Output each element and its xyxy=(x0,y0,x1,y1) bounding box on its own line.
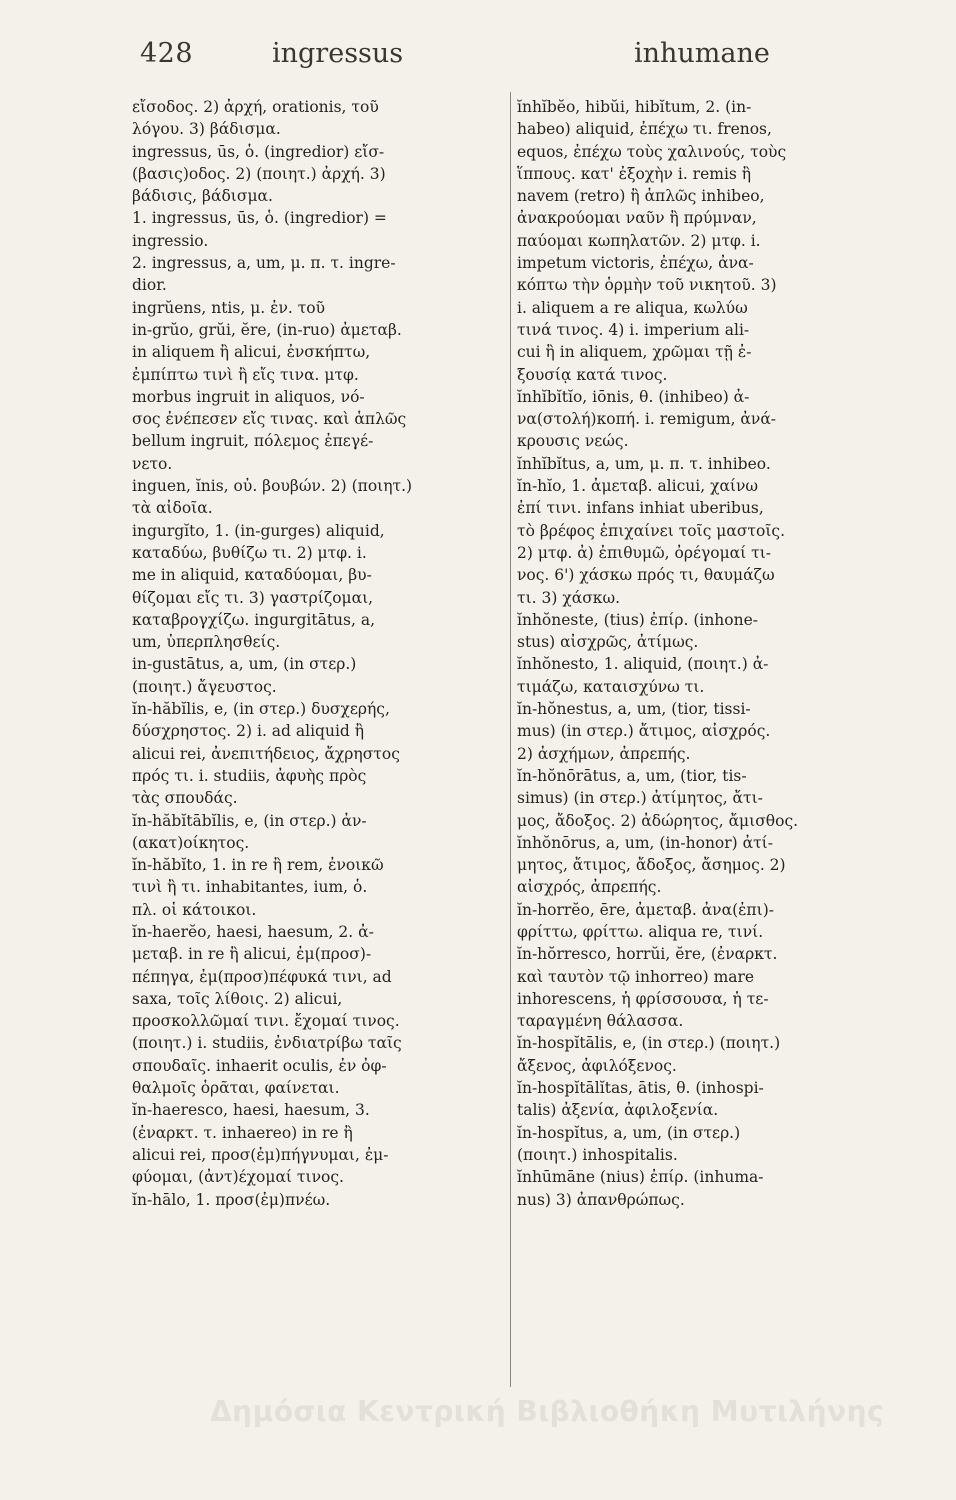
dictionary-line: ĭn-hăbĭlis, e, (in στερ.) δυσχερής, xyxy=(132,700,390,719)
dictionary-line: stus) αἰσχρῶς, ἀτίμως. xyxy=(517,633,699,652)
dictionary-line: ἐπί τινι. infans inhiat uberibus, xyxy=(517,499,764,518)
dictionary-line: ĭnhūmāne (nius) ἐπίρ. (inhuma- xyxy=(517,1168,764,1187)
dictionary-line: πρός τι. i. studiis, ἀφυὴς πρὸς xyxy=(132,766,367,785)
dictionary-line: inguen, ĭnis, οὐ. βουβών. 2) (ποιητ.) xyxy=(132,477,413,496)
dictionary-line: μεταβ. in re ἢ alicui, ἐμ(προσ)- xyxy=(132,945,372,964)
dictionary-line: τὸ βρέφος ἐπιχαίνει τοῖς μαστοῖς. xyxy=(517,521,786,540)
dictionary-line: in aliquem ἢ alicui, ἐνσκήπτω, xyxy=(132,343,371,362)
dictionary-line: ĭn-hŏrresco, horrŭi, ĕre, (ἐναρκτ. xyxy=(517,945,778,964)
dictionary-line: ĭn-hŏnōrātus, a, um, (tior, tis- xyxy=(517,766,747,785)
dictionary-line: μος, ἄδοξος. 2) ἀδώρητος, ἄμισθος. xyxy=(517,811,799,830)
dictionary-line: πέπηγα, ἐμ(προσ)πέφυκά τινι, ad xyxy=(132,967,392,986)
dictionary-line: θαλμοῖς ὁρᾶται, φαίνεται. xyxy=(132,1079,340,1098)
dictionary-line: (ποιητ.) inhospitalis. xyxy=(517,1145,678,1164)
dictionary-line: um, ὑπερπλησθείς. xyxy=(132,633,281,652)
dictionary-line: δύσχρηστος. 2) i. ad aliquid ἢ xyxy=(132,722,365,741)
dictionary-line: καὶ ταυτὸν τῷ inhorreo) mare xyxy=(517,967,755,986)
dictionary-line: in-gustātus, a, um, (in στερ.) xyxy=(132,655,357,674)
dictionary-line: i. aliquem a re aliqua, κωλύω xyxy=(517,298,748,317)
dictionary-line: nus) 3) ἀπανθρώπως. xyxy=(517,1190,685,1209)
dictionary-line: ĭnhŏnōrus, a, um, (in-honor) ἀτί- xyxy=(517,833,773,852)
dictionary-line: ĭn-hālo, 1. προσ(ἐμ)πνέω. xyxy=(132,1190,331,1209)
dictionary-line: ἄξενος, ἀφιλόξενος. xyxy=(517,1056,677,1075)
dictionary-line: morbus ingruit in aliquos, νό- xyxy=(132,387,365,406)
dictionary-line: (ακατ)οίκητος. xyxy=(132,833,250,852)
left-running-head: ingressus xyxy=(272,38,404,69)
dictionary-line: in-grŭo, grŭi, ĕre, (in-ruo) ἀμεταβ. xyxy=(132,320,402,339)
dictionary-line: mus) (in στερ.) ἄτιμος, αἰσχρός. xyxy=(517,722,771,741)
dictionary-line: dior. xyxy=(132,276,167,295)
dictionary-line: ἵππους. κατ' ἐξοχὴν i. remis ἢ xyxy=(517,164,752,183)
dictionary-line: φρίττω, φρίττω. aliqua re, τινί. xyxy=(517,922,764,941)
dictionary-line: ĭnhŏnesto, 1. aliquid, (ποιητ.) ἀ- xyxy=(517,655,769,674)
dictionary-line: (ποιητ.) i. studiis, ἐνδιατρίβω ταῖς xyxy=(132,1034,402,1053)
dictionary-line: ĭn-hospĭtus, a, um, (in στερ.) xyxy=(517,1123,741,1142)
dictionary-line: ĭn-haeresco, haesi, haesum, 3. xyxy=(132,1101,370,1120)
dictionary-line: εἴσοδος. 2) ἀρχή, orationis, τοῦ xyxy=(132,98,379,116)
dictionary-line: simus) (in στερ.) ἀτίμητος, ἄτι- xyxy=(517,789,763,808)
dictionary-line: saxa, τοῖς λίθοις. 2) alicui, xyxy=(132,989,343,1008)
dictionary-line: 2) ἀσχήμων, ἀπρεπής. xyxy=(517,744,691,763)
dictionary-line: 1. ingressus, ūs, ὁ. (ingredior) = xyxy=(132,209,387,228)
dictionary-line: ĭn-hăbĭtābĭlis, e, (in στερ.) ἀν- xyxy=(132,811,367,830)
dictionary-line: προσκολλῶμαί τινι. ἔχομαί τινος. xyxy=(132,1012,400,1031)
dictionary-line: βάδισις, βάδισμα. xyxy=(132,187,273,206)
dictionary-line: θίζομαι εἴς τι. 3) γαστρίζομαι, xyxy=(132,588,374,607)
dictionary-line: equos, ἐπέχω τοὺς χαλινούς, τοὺς xyxy=(517,142,787,161)
dictionary-line: ἀνακρούομαι ναῦν ἢ πρύμναν, xyxy=(517,209,757,228)
dictionary-line: σπουδαῖς. inhaerit oculis, ἐν ὀφ- xyxy=(132,1056,387,1075)
dictionary-line: 2) μτφ. ἀ) ἐπιθυμῶ, ὀρέγομαί τι- xyxy=(517,543,772,562)
dictionary-line: ĭn-hŏnestus, a, um, (tior, tissi- xyxy=(517,700,751,719)
dictionary-line: ĭn-haerĕo, haesi, haesum, 2. ἀ- xyxy=(132,922,374,941)
dictionary-line: ĭn-hăbĭto, 1. in re ἢ rem, ἐνοικῶ xyxy=(132,856,384,875)
dictionary-line: ĭnhĭbĭtus, a, um, μ. π. τ. inhibeo. xyxy=(517,454,771,473)
library-watermark: Δημόσια Κεντρική Βιβλιοθήκη Μυτιλήνης xyxy=(210,1395,885,1428)
dictionary-line: λόγου. 3) βάδισμα. xyxy=(132,120,281,139)
dictionary-line: νετο. xyxy=(132,454,173,473)
right-column xyxy=(517,96,903,1211)
dictionary-line: impetum victoris, ἐπέχω, ἀνα- xyxy=(517,254,754,273)
page-number: 428 xyxy=(140,38,194,69)
dictionary-line: ξουσίᾳ κατά τινος. xyxy=(517,365,668,384)
dictionary-line: bellum ingruit, πόλεμος ἐπεγέ- xyxy=(132,432,374,451)
dictionary-line: ταραγμένη θάλασσα. xyxy=(517,1012,684,1031)
dictionary-line: κόπτω τὴν ὁρμὴν τοῦ νικητοῦ. 3) xyxy=(517,276,777,295)
dictionary-line: σος ἐνέπεσεν εἴς τινας. καὶ ἁπλῶς xyxy=(132,410,407,429)
dictionary-line: (ἐναρκτ. τ. inhaereo) in re ἢ xyxy=(132,1123,353,1142)
dictionary-line: (ποιητ.) ἄγευστος. xyxy=(132,677,277,696)
dictionary-line: cui ἢ in aliquem, χρῶμαι τῇ ἐ- xyxy=(517,343,752,362)
dictionary-line: navem (retro) ἢ ἁπλῶς inhibeo, xyxy=(517,187,765,206)
dictionary-line: talis) ἀξενία, ἀφιλοξενία. xyxy=(517,1101,719,1120)
dictionary-line: καταβρογχίζω. ingurgitātus, a, xyxy=(132,610,376,629)
dictionary-line: παύομαι κωπηλατῶν. 2) μτφ. i. xyxy=(517,231,761,250)
dictionary-line: τιμάζω, καταισχύνω τι. xyxy=(517,677,705,696)
dictionary-line: κρουσις νεώς. xyxy=(517,432,629,451)
column-divider xyxy=(510,92,511,1387)
dictionary-line: ĭnhĭbĭtĭo, iōnis, θ. (inhibeo) ἀ- xyxy=(517,387,750,406)
dictionary-line: αἰσχρός, ἀπρεπής. xyxy=(517,878,662,897)
dictionary-line: 2. ingressus, a, um, μ. π. τ. ingre- xyxy=(132,254,396,273)
dictionary-line: ĭn-hospĭtālis, e, (in στερ.) (ποιητ.) xyxy=(517,1034,781,1053)
dictionary-line: τινὶ ἢ τι. inhabitantes, ium, ὁ. xyxy=(132,878,368,897)
dictionary-line: ĭn-hospĭtālĭtas, ātis, θ. (inhospi- xyxy=(517,1079,764,1098)
left-column xyxy=(132,96,498,1211)
dictionary-line: καταδύω, βυθίζω τι. 2) μτφ. i. xyxy=(132,543,367,562)
dictionary-line: πλ. οἱ κάτοικοι. xyxy=(132,900,257,919)
page-header xyxy=(0,38,956,82)
dictionary-line: φύομαι, (ἀντ)έχομαί τινος. xyxy=(132,1168,344,1187)
dictionary-line: τινά τινος. 4) i. imperium ali- xyxy=(517,320,750,339)
dictionary-line: me in aliquid, καταδύομαι, βυ- xyxy=(132,566,372,585)
dictionary-line: alicui rei, ἀνεπιτήδειος, ἄχρηστος xyxy=(132,744,400,763)
dictionary-line: ĭn-horrĕo, ēre, ἀμεταβ. ἀνα(ἐπι)- xyxy=(517,900,774,919)
dictionary-line: inhorescens, ἡ φρίσσουσα, ἡ τε- xyxy=(517,989,769,1008)
dictionary-line: ĭn-hĭo, 1. ἀμεταβ. alicui, χαίνω xyxy=(517,477,759,496)
dictionary-line: (βασις)οδος. 2) (ποιητ.) ἀρχή. 3) xyxy=(132,164,386,183)
dictionary-line: νος. 6') χάσκω πρός τι, θαυμάζω xyxy=(517,566,775,585)
dictionary-line: ĭnhŏneste, (tius) ἐπίρ. (inhone- xyxy=(517,610,759,629)
dictionary-line: ĭnhĭbĕo, hibŭi, hibĭtum, 2. (in- xyxy=(517,98,752,116)
dictionary-line: ingressus, ūs, ὁ. (ingredior) εἴσ- xyxy=(132,142,385,161)
dictionary-line: habeo) aliquid, ἐπέχω τι. frenos, xyxy=(517,120,772,139)
dictionary-line: ingurgĭto, 1. (in-gurges) aliquid, xyxy=(132,521,385,540)
dictionary-line: να(στολή)κοπή. i. remigum, ἀνά- xyxy=(517,410,777,429)
dictionary-line: ingrŭens, ntis, μ. ἐν. τοῦ xyxy=(132,298,326,317)
dictionary-line: τὰ αἰδοῖα. xyxy=(132,499,213,518)
right-running-head: inhumane xyxy=(634,38,770,69)
dictionary-line: τι. 3) χάσκω. xyxy=(517,588,621,607)
dictionary-line: τὰς σπουδάς. xyxy=(132,789,238,808)
dictionary-line: ingressio. xyxy=(132,231,209,250)
dictionary-line: μητος, ἄτιμος, ἄδοξος, ἄσημος. 2) xyxy=(517,856,786,875)
dictionary-line: alicui rei, προσ(ἐμ)πήγνυμαι, ἐμ- xyxy=(132,1145,389,1164)
dictionary-line: ἐμπίπτω τινὶ ἢ εἴς τινα. μτφ. xyxy=(132,365,359,384)
